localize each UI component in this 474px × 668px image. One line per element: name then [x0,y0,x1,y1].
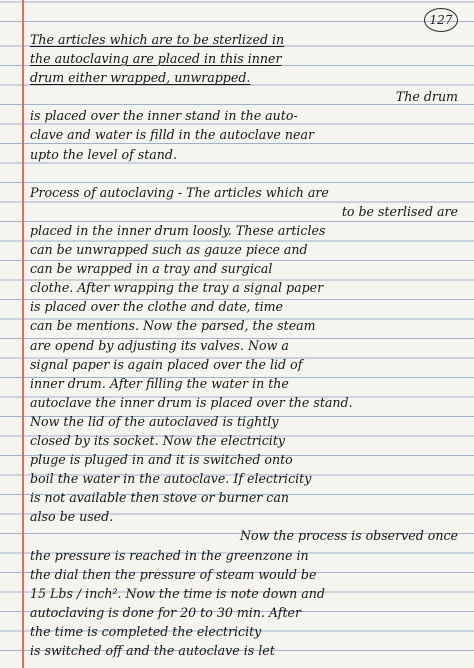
text-line: clave and water is filld in the autoclave near [30,127,314,143]
text-line: Now the lid of the autoclaved is tightly [30,413,279,429]
text-line: is switched off and the autoclave is let [30,643,275,658]
text-line: inner drum. After filling the water in the [30,375,289,391]
text-line: upto the level of stand. [30,146,177,162]
page-number: 127 [424,8,458,32]
text-line: The articles which are to be sterlized in [30,32,285,47]
text-line: the autoclaving are placed in this inner [30,51,282,67]
text-line: signal paper is again placed over the lid of [30,356,303,372]
text-line: is not available then stove or burner can [30,490,289,506]
text-line: the time is completed the electricity [30,623,262,639]
text-line: autoclave the inner drum is placed over the stand. [30,394,353,410]
text-line: clothe. After wrapping the tray a signal paper [30,280,324,296]
text-line: 15 Lbs / inch². Now the time is note down and [30,585,325,601]
text-line: is placed over the clothe and date, time [30,299,284,315]
text-line: pluge is pluged in and it is switched onto [30,452,293,468]
text-line: the pressure is reached in the greenzone in [30,547,309,563]
text-line: placed in the inner drum loosly. These articles [30,222,326,238]
text-line: to be sterlised are [341,203,458,219]
text-line [30,164,464,183]
text-line: are opend by adjusting its valves. Now a [30,337,289,353]
text-line: autoclaving is done for 20 to 30 min. After [30,604,301,620]
margin-line [22,0,24,668]
text-line: The drum [395,89,458,105]
text-line: boil the water in the autoclave. If electricity [30,471,312,487]
text-line: drum either wrapped, unwrapped. [30,70,251,86]
text-line: Process of autoclaving - The articles which are [30,184,329,200]
text-line: can be unwrapped such as gauze piece and [30,242,308,258]
text-line: closed by its socket. Now the electricity [30,432,285,448]
text-line: can be wrapped in a tray and surgical [30,261,273,277]
text-line: Now the process is observed once [239,528,458,544]
text-line: is placed over the inner stand in the auto- [30,108,298,124]
text-line: also be used. [30,509,114,525]
text-line: the dial then the pressure of steam would be [30,566,317,582]
text-line: can be mentions. Now the parsed, the steam [30,318,316,334]
handwritten-text [30,30,464,660]
